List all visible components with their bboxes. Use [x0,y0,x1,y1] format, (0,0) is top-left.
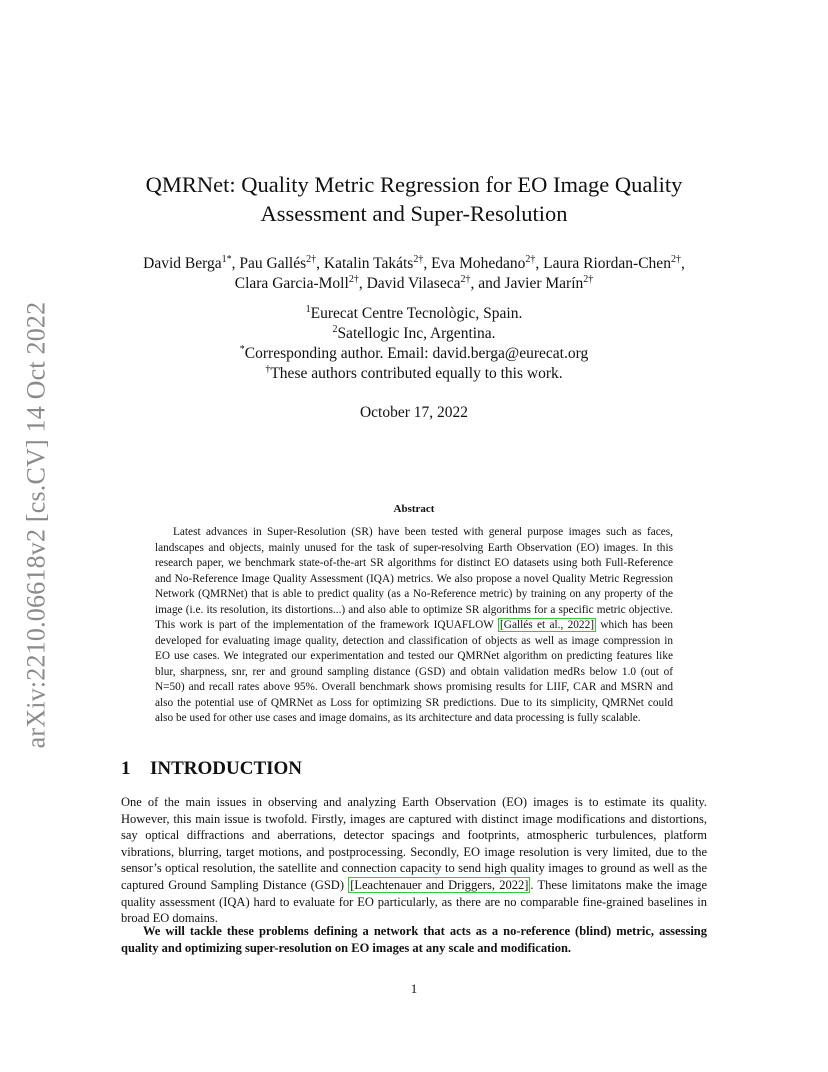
author-name: Clara Garcia-Moll [234,275,349,292]
introduction-paragraph-2: We will tackle these problems defining a network that acts as a no-reference (blind) metric, assessing quality and optimizing super-resolution on EO images at any scale and modification. [121,924,707,955]
paper-title [100,170,728,228]
section-heading-introduction [121,758,302,780]
author-affiliation-mark: 2† [306,254,317,265]
author-name: David Vilaseca [366,275,461,292]
citation-link-galles-2022[interactable]: [Gallés et al., 2022] [500,619,594,631]
arxiv-identifier-stamp [12,290,60,760]
affiliation-eurecat: $^1$Eurecat Centre Tecnològic, Spain. [305,304,523,322]
author-affiliation-mark: 2† [525,254,536,265]
author-affiliation-mark: 2† [583,274,594,285]
paper-title-line-2: Assessment and Super-Resolution [260,201,568,226]
author-list-line-1: David Berga$^{1*}$, Pau Gallés$^{2\dagger}$, Katalin Takáts$^{2\dagger}$, Eva Mohedano$^{2\dagger}$, Laura Riordan-Chen$^{2\dagger}$, [143,254,685,272]
corresponding-author-note: *Corresponding author. Email: david.berga@eurecat.org [239,344,589,362]
author-name: Katalin Takáts [323,255,414,272]
publication-date: October 17, 2022 [359,404,469,421]
page-number: 1 [410,981,418,996]
citation-link-leachtenauer-2022[interactable]: [Leachtenauer and Driggers, 2022] [350,877,529,892]
author-name: David Berga [143,255,222,272]
author-list-line-2: Clara Garcia-Moll$^{2\dagger}$, David Vilaseca$^{2\dagger}$, and Javier Marín$^{2\dagger}$ [234,274,594,292]
introduction-paragraph-1: One of the main issues in observing and analyzing Earth Observation (EO) images is to estimate its quality. However, this main issue is twofold. Firstly, images are captured with distinct image modifications and distortions, say optical diffractions and aberrations, detector spacings and footprints, atmospheric turbulences, platform vibrations, blurring, target motions, and postprocessing. Secondly, EO image resolution is very limited, due to the sensor’s optical resolution, the satellite and connection capacity to send high quality images to ground as well as the captured Ground Sampling Distance (GSD) [Leachtenauer and Driggers, 2022] . These limitatons make the image quality assessment (IQA) hard to evaluate for EO particularly, as there are no comparable fine-grained baselines in broad EO domains. [121,795,707,926]
abstract-heading: Abstract [393,503,435,515]
equal-contribution-note: †These authors contributed equally to this work. [265,364,563,382]
author-name: Javier Marín [504,275,584,292]
section-number: 1 [121,758,131,779]
paper-title-line-1: QMRNet: Quality Metric Regression for EO Image Quality [145,172,683,197]
affiliation-list [140,304,688,384]
affiliation-satellogic: $^2$Satellogic Inc, Argentina. [332,324,496,342]
author-name: Laura Riordan-Chen [543,255,671,272]
arxiv-identifier-text: arXiv:2210.06618v2 [cs.CV] 14 Oct 2022 [21,301,50,749]
author-name: Eva Mohedano [431,255,526,272]
author-affiliation-mark: 1* [221,254,232,265]
author-affiliation-mark: 2† [413,254,424,265]
section-title: INTRODUCTION [150,758,303,779]
author-name: Pau Gallés [239,255,307,272]
author-affiliation-mark: 2† [670,254,681,265]
author-list [90,254,738,294]
abstract-body: Latest advances in Super-Resolution (SR) have been tested with general purpose images such as faces, landscapes and objects, mainly unused for the task of super-resolving Earth Observation (EO) images. In this research paper, we benchmark state-of-the-art SR algorithms for distinct EO datasets using both Full-Reference and No-Reference Image Quality Assessment (IQA) metrics. We also propose a novel Quality Metric Regression Network (QMRNet) that is able to predict quality (as a No-Reference metric) by training on any property of the image (i.e. its resolution, its distortions...) and also able to optimize SR algorithms for a specific metric objective. This work is part of the implementation of the framework IQUAFLOW [Gallés et al., 2022] which has been developed for evaluating image quality, detection and classification of objects as well as image compression in EO use cases. We integrated our experimentation and tested our QMRNet algorithm on predicting features like blur, sharpness, snr, rer and ground sampling distance (GSD) and obtain validation medRs below 1.0 (out of N=50) and recall rates above 95%. Overall benchmark shows promising results for LIIF, CAR and MSRN and also the potential use of QMRNet as Loss for optimizing SR predictions. Due to its simplicity, QMRNet could also be used for other use cases and image domains, as its architecture and data processing is fully scalable. [155,526,673,724]
author-affiliation-mark: 2† [348,274,359,285]
author-affiliation-mark: 2† [460,274,471,285]
